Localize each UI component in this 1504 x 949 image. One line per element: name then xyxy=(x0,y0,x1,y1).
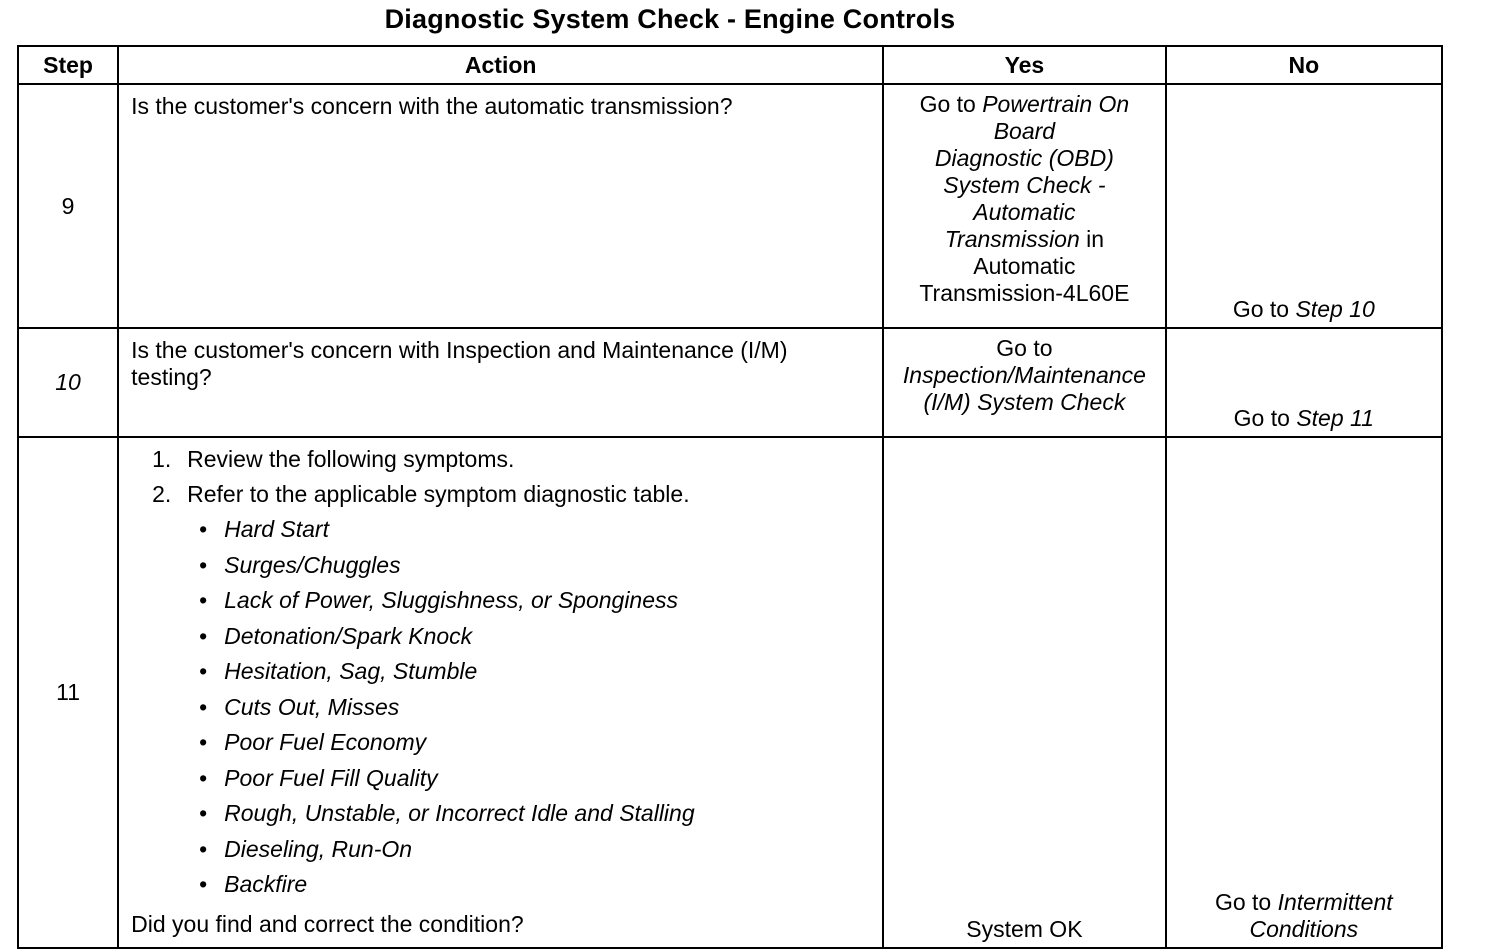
yes-line: Diagnostic (OBD) xyxy=(934,145,1114,171)
yes-line xyxy=(886,91,1162,118)
symptom-item[interactable]: • Poor Fuel Economy xyxy=(199,729,427,755)
yes-line: Automatic xyxy=(973,199,1076,225)
step-text: Review the following symptoms. xyxy=(187,446,515,472)
yes-line: Go to xyxy=(996,335,1053,361)
yes-link-im-check[interactable]: Inspection/Maintenance xyxy=(902,362,1146,388)
step-index: 2. xyxy=(152,481,172,507)
yes-link-powertrain[interactable]: Powertrain On xyxy=(982,91,1130,117)
yes-line: System Check - xyxy=(943,172,1106,198)
action-cell xyxy=(118,84,883,328)
bullet-icon: • xyxy=(199,622,208,649)
symptom-item[interactable]: • Poor Fuel Fill Quality xyxy=(199,764,438,791)
table-row-step-9 xyxy=(18,84,1442,328)
yes-link-transmission[interactable]: Transmission xyxy=(944,226,1080,252)
symptom-item[interactable]: • Rough, Unstable, or Incorrect Idle and Stalling xyxy=(199,800,695,826)
step-index: 1. xyxy=(152,446,172,472)
action-text: testing? xyxy=(131,364,212,390)
symptom-item[interactable]: • Detonation/Spark Knock xyxy=(199,622,473,649)
bullet-icon: • xyxy=(199,764,208,791)
table-row-step-11 xyxy=(18,437,1442,948)
step-number: 10 xyxy=(18,328,118,437)
step-number: 11 xyxy=(18,437,118,948)
yes-line: Transmission-4L60E xyxy=(919,280,1130,306)
yes-cell xyxy=(883,84,1165,328)
no-cell xyxy=(1166,84,1442,328)
no-go-to: Go to xyxy=(1233,405,1297,431)
action-question: Did you find and correct the condition? xyxy=(131,910,524,937)
symptom-item[interactable]: • Surges/Chuggles xyxy=(199,551,401,578)
table-row-step-10 xyxy=(18,328,1442,437)
yes-cell xyxy=(883,328,1165,437)
symptoms-list xyxy=(131,516,872,907)
yes-link-im-check[interactable]: (I/M) System Check xyxy=(923,389,1126,415)
header-yes: Yes xyxy=(883,46,1165,84)
bullet-icon: • xyxy=(199,729,208,755)
action-text: Is the customer's concern with the automatic transmission? xyxy=(131,93,733,119)
no-link-intermittent[interactable]: Conditions xyxy=(1249,916,1359,942)
no-go-to: Go to xyxy=(1232,296,1296,322)
bullet-icon: • xyxy=(199,587,208,613)
symptom-item[interactable]: • Dieseling, Run-On xyxy=(199,835,413,862)
no-line xyxy=(1169,889,1439,916)
yes-in: in xyxy=(1079,226,1105,252)
symptom-item[interactable]: • Lack of Power, Sluggishness, or Sponginess xyxy=(199,587,679,613)
step-text: Refer to the applicable symptom diagnostic table. xyxy=(187,481,690,507)
no-go-to: Go to xyxy=(1214,889,1278,915)
no-link-step-10[interactable]: Step 10 xyxy=(1295,296,1375,322)
action-cell xyxy=(118,328,883,437)
yes-line: Automatic xyxy=(973,253,1076,279)
header-row xyxy=(18,46,1442,84)
bullet-icon: • xyxy=(199,800,208,826)
bullet-icon: • xyxy=(199,835,208,862)
action-steps-list xyxy=(131,446,872,508)
bullet-icon: • xyxy=(199,551,208,578)
bullet-icon: • xyxy=(199,658,208,684)
yes-line xyxy=(886,226,1162,253)
bullet-icon: • xyxy=(199,693,208,720)
bullet-icon: • xyxy=(199,516,208,542)
diagnostic-table xyxy=(17,45,1443,949)
yes-go-to: Go to xyxy=(919,91,983,117)
no-link-intermittent[interactable]: Intermittent xyxy=(1277,889,1393,915)
no-cell xyxy=(1166,437,1442,948)
symptom-item[interactable]: • Cuts Out, Misses xyxy=(199,693,400,720)
symptom-item[interactable]: • Hesitation, Sag, Stumble xyxy=(199,658,478,684)
header-step: Step xyxy=(18,46,118,84)
action-text: Is the customer's concern with Inspection and Maintenance (I/M) xyxy=(131,337,788,363)
list-item xyxy=(131,481,872,508)
list-item xyxy=(131,446,872,473)
yes-cell xyxy=(883,437,1165,948)
header-no: No xyxy=(1166,46,1442,84)
yes-result: System OK xyxy=(966,916,1083,942)
symptom-item[interactable]: • Hard Start xyxy=(199,516,329,542)
no-link-step-11[interactable]: Step 11 xyxy=(1296,405,1374,431)
header-action: Action xyxy=(118,46,883,84)
bullet-icon: • xyxy=(199,871,208,897)
step-number: 9 xyxy=(18,84,118,328)
no-cell xyxy=(1166,328,1442,437)
page-title: Diagnostic System Check - Engine Controls xyxy=(384,4,956,34)
symptom-item[interactable]: • Backfire xyxy=(199,871,308,897)
action-cell xyxy=(118,437,883,948)
yes-line: Board xyxy=(993,118,1056,144)
